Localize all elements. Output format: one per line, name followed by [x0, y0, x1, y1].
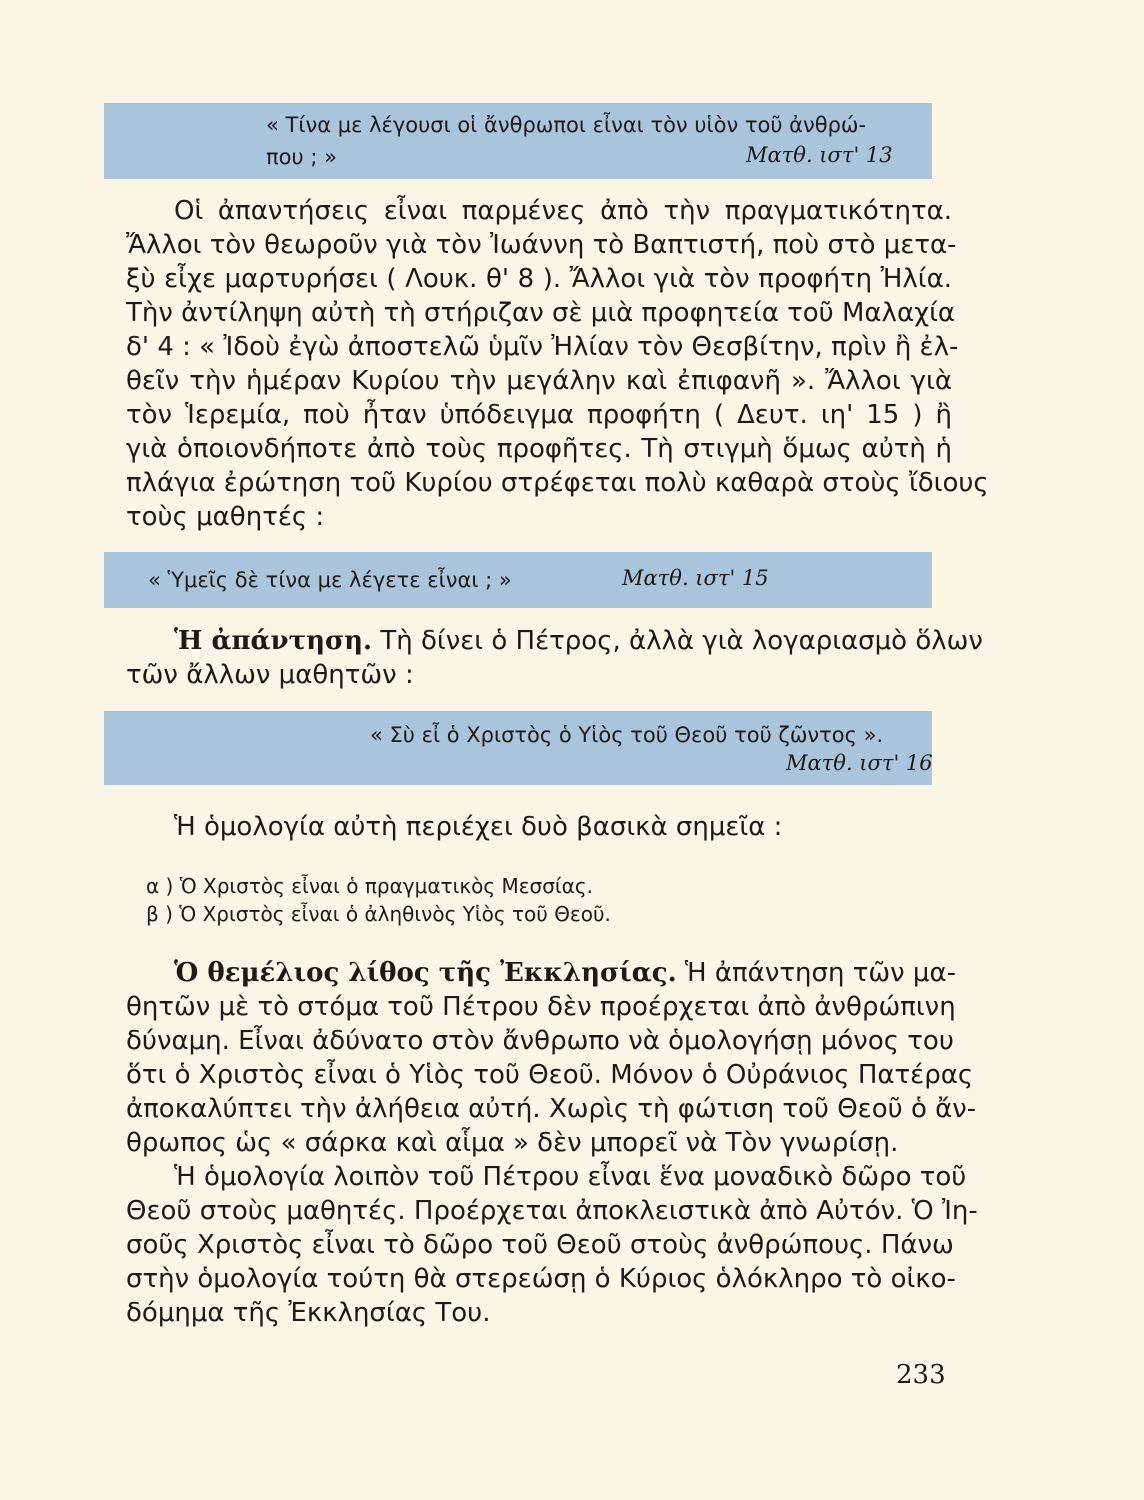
- paragraph-4-line-1: [174, 958, 956, 988]
- paragraph-1-line: Τὴν ἀντίληψη αὐτὴ τὴ στήριζαν σὲ μιὰ προφητεία τοῦ Μαλαχία: [126, 298, 956, 328]
- quote-box-3: [104, 711, 932, 785]
- paragraph-2-text: Τὴ δίνει ὁ Πέτρος, ἀλλὰ γιὰ λογαριασμὸ ὅλων: [380, 626, 983, 656]
- paragraph-1-line: γιὰ ὁποιονδήποτε ἀπὸ τοὺς προφῆτες. Τὴ στιγμὴ ὅμως αὐτὴ ἡ: [126, 434, 952, 464]
- paragraph-1-line: δ' 4 : « Ἰδοὺ ἐγὼ ἀποστελῶ ὑμῖν Ἠλίαν τὸν Θεσβίτην, πρὶν ἢ ἐλ-: [126, 332, 959, 362]
- paragraph-1-line: ξὺ εἶχε μαρτυρήσει ( Λουκ. θ' 8 ). Ἄλλοι γιὰ τὸν προφήτη Ἠλία.: [126, 264, 952, 294]
- paragraph-1-line: πλάγια ἐρώτηση τοῦ Κυρίου στρέφεται πολὺ καθαρὰ στοὺς ἴδιους: [126, 468, 989, 498]
- quote-2-reference: Ματθ. ιστ' 15: [622, 566, 769, 590]
- paragraph-3-line: Ἡ ὁμολογία αὐτὴ περιέχει δυὸ βασικὰ σημεῖα :: [174, 812, 783, 842]
- paragraph-5-line: σοῦς Χριστὸς εἶναι τὸ δῶρο τοῦ Θεοῦ στοὺς ἀνθρώπους. Πάνω: [126, 1230, 954, 1260]
- quote-3-text: « Σὺ εἶ ὁ Χριστὸς ὁ Υἱὸς τοῦ Θεοῦ τοῦ ζῶντος ».: [370, 723, 884, 747]
- page-number: 233: [896, 1360, 946, 1390]
- quote-3-reference: Ματθ. ιστ' 16: [786, 751, 933, 775]
- paragraph-1-line: Ἄλλοι τὸν θεωροῦν γιὰ τὸν Ἰωάννη τὸ Βαπτιστή, ποὺ στὸ μετα-: [126, 230, 957, 260]
- section-heading-foundation-stone: Ὁ θεμέλιος λίθος τῆς Ἐκκλησίας.: [174, 958, 677, 988]
- paragraph-4-line: δύναμη. Εἶναι ἀδύνατο στὸν ἄνθρωπο νὰ ὁμολογήσῃ μόνος του: [126, 1026, 954, 1056]
- paragraph-4-line: ὅτι ὁ Χριστὸς εἶναι ὁ Υἱὸς τοῦ Θεοῦ. Μόνον ὁ Οὐράνιος Πατέρας: [126, 1060, 974, 1090]
- paragraph-4-line: θητῶν μὲ τὸ στόμα τοῦ Πέτρου δὲν προέρχεται ἀπὸ ἀνθρώπινη: [126, 992, 956, 1022]
- quote-box-2: [104, 552, 932, 608]
- paragraph-1-line: τὸν Ἱερεμία, ποὺ ἦταν ὑπόδειγμα προφήτη ( Δευτ. ιη' 15 ) ἢ: [126, 400, 952, 430]
- quote-2-text: « Ὑμεῖς δὲ τίνα με λέγετε εἶναι ; »: [148, 568, 512, 592]
- quote-1-reference: Ματθ. ιστ' 13: [746, 143, 893, 167]
- paragraph-4-text: Ἡ ἀπάντηση τῶν μα-: [684, 958, 956, 988]
- paragraph-5-line: Ἡ ὁμολογία λοιπὸν τοῦ Πέτρου εἶναι ἕνα μοναδικὸ δῶρο τοῦ: [174, 1162, 967, 1192]
- key-point-item: α ) Ὁ Χριστὸς εἶναι ὁ πραγματικὸς Μεσσίας.: [146, 874, 593, 898]
- paragraph-1-line: τοὺς μαθητές :: [126, 502, 325, 532]
- quote-1-line-2: που ; »: [266, 145, 337, 169]
- key-point-item: β ) Ὁ Χριστὸς εἶναι ὁ ἀληθινὸς Υἱὸς τοῦ Θεοῦ.: [146, 902, 611, 926]
- paragraph-1-line: θεῖν τὴν ἡμέραν Κυρίου τὴν μεγάλην καὶ ἐπιφανῆ ». Ἄλλοι γιὰ: [126, 366, 952, 396]
- paragraph-5-line: δόμημα τῆς Ἐκκλησίας Του.: [126, 1298, 491, 1328]
- quote-box-1: [104, 103, 932, 179]
- paragraph-4-line: θρωπος ὡς « σάρκα καὶ αἷμα » δὲν μπορεῖ νὰ Τὸν γνωρίσῃ.: [126, 1128, 899, 1158]
- paragraph-2-line-1: [174, 626, 983, 656]
- paragraph-2-line-2: τῶν ἄλλων μαθητῶν :: [126, 660, 414, 690]
- section-heading-answer: Ἡ ἀπάντηση.: [174, 626, 373, 656]
- paragraph-5-line: στὴν ὁμολογία τούτη θὰ στερεώσῃ ὁ Κύριος ὁλόκληρο τὸ οἰκο-: [126, 1264, 956, 1294]
- paragraph-4-line: ἀποκαλύπτει τὴν ἀλήθεια αὐτή. Χωρὶς τὴ φώτιση τοῦ Θεοῦ ὁ ἄν-: [126, 1094, 977, 1124]
- paragraph-1-line: Οἱ ἀπαντήσεις εἶναι παρμένες ἀπὸ τὴν πραγματικότητα.: [174, 196, 952, 226]
- paragraph-5-line: Θεοῦ στοὺς μαθητές. Προέρχεται ἀποκλειστικὰ ἀπὸ Αὐτόν. Ὁ Ἰη-: [126, 1196, 978, 1226]
- quote-1-line-1: « Τίνα με λέγουσι οἱ ἄνθρωποι εἶναι τὸν υἱὸν τοῦ ἀνθρώ-: [266, 113, 867, 137]
